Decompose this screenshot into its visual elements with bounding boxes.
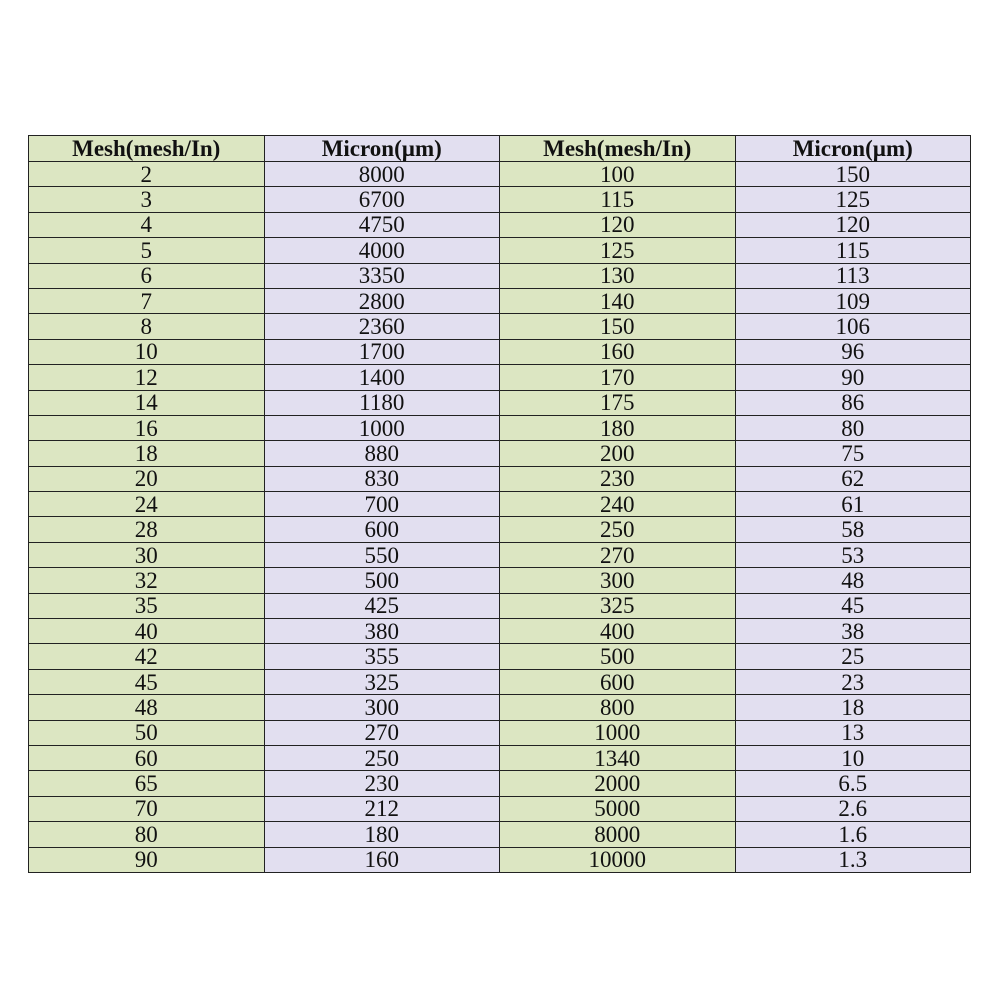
mesh-left-cell: 18 <box>29 441 265 466</box>
mesh-right-cell: 240 <box>500 492 736 517</box>
micron-right-cell: 48 <box>735 568 971 593</box>
table-row <box>29 695 971 720</box>
table-row <box>29 466 971 491</box>
mesh-right-cell: 325 <box>500 593 736 618</box>
micron-left-cell: 325 <box>264 669 500 694</box>
table-row <box>29 517 971 542</box>
mesh-right-cell: 270 <box>500 542 736 567</box>
table-row <box>29 263 971 288</box>
mesh-left-cell: 6 <box>29 263 265 288</box>
mesh-left-cell: 70 <box>29 796 265 821</box>
mesh-right-cell: 115 <box>500 187 736 212</box>
micron-right-cell: 25 <box>735 644 971 669</box>
mesh-right-cell: 8000 <box>500 822 736 847</box>
mesh-micron-conversion-table <box>28 135 971 873</box>
micron-left-cell: 500 <box>264 568 500 593</box>
table-row <box>29 187 971 212</box>
table-row <box>29 669 971 694</box>
mesh-left-cell: 7 <box>29 288 265 313</box>
mesh-left-cell: 8 <box>29 314 265 339</box>
table-row <box>29 771 971 796</box>
micron-right-cell: 2.6 <box>735 796 971 821</box>
table-row <box>29 492 971 517</box>
table-row <box>29 238 971 263</box>
mesh-left-cell: 16 <box>29 415 265 440</box>
micron-right-cell: 125 <box>735 187 971 212</box>
micron-right-cell: 53 <box>735 542 971 567</box>
table-row <box>29 339 971 364</box>
mesh-right-cell: 300 <box>500 568 736 593</box>
micron-left-cell: 212 <box>264 796 500 821</box>
micron-right-cell: 90 <box>735 365 971 390</box>
header-mesh-right: Mesh(mesh/In) <box>500 136 736 162</box>
micron-left-cell: 830 <box>264 466 500 491</box>
micron-left-cell: 880 <box>264 441 500 466</box>
micron-right-cell: 61 <box>735 492 971 517</box>
micron-left-cell: 425 <box>264 593 500 618</box>
mesh-right-cell: 130 <box>500 263 736 288</box>
mesh-right-cell: 120 <box>500 212 736 237</box>
mesh-right-cell: 10000 <box>500 847 736 872</box>
mesh-right-cell: 200 <box>500 441 736 466</box>
mesh-right-cell: 2000 <box>500 771 736 796</box>
mesh-right-cell: 400 <box>500 619 736 644</box>
table-row <box>29 720 971 745</box>
mesh-right-cell: 5000 <box>500 796 736 821</box>
table-row <box>29 822 971 847</box>
table-row <box>29 847 971 872</box>
table-header-row <box>29 136 971 162</box>
mesh-right-cell: 125 <box>500 238 736 263</box>
mesh-right-cell: 250 <box>500 517 736 542</box>
micron-left-cell: 1000 <box>264 415 500 440</box>
table-row <box>29 288 971 313</box>
micron-right-cell: 109 <box>735 288 971 313</box>
micron-right-cell: 113 <box>735 263 971 288</box>
table-row <box>29 745 971 770</box>
micron-right-cell: 75 <box>735 441 971 466</box>
mesh-left-cell: 32 <box>29 568 265 593</box>
micron-left-cell: 1700 <box>264 339 500 364</box>
mesh-left-cell: 14 <box>29 390 265 415</box>
table-row <box>29 796 971 821</box>
header-micron-right: Micron(µm) <box>735 136 971 162</box>
mesh-right-cell: 150 <box>500 314 736 339</box>
mesh-right-cell: 500 <box>500 644 736 669</box>
table-row <box>29 593 971 618</box>
table-row <box>29 365 971 390</box>
micron-right-cell: 86 <box>735 390 971 415</box>
mesh-right-cell: 180 <box>500 415 736 440</box>
micron-left-cell: 2360 <box>264 314 500 339</box>
micron-right-cell: 23 <box>735 669 971 694</box>
mesh-left-cell: 30 <box>29 542 265 567</box>
micron-right-cell: 10 <box>735 745 971 770</box>
mesh-right-cell: 160 <box>500 339 736 364</box>
mesh-left-cell: 40 <box>29 619 265 644</box>
header-mesh-left: Mesh(mesh/In) <box>29 136 265 162</box>
mesh-right-cell: 1000 <box>500 720 736 745</box>
mesh-right-cell: 230 <box>500 466 736 491</box>
mesh-left-cell: 90 <box>29 847 265 872</box>
micron-left-cell: 550 <box>264 542 500 567</box>
micron-right-cell: 58 <box>735 517 971 542</box>
mesh-left-cell: 35 <box>29 593 265 618</box>
mesh-left-cell: 5 <box>29 238 265 263</box>
mesh-right-cell: 175 <box>500 390 736 415</box>
mesh-left-cell: 45 <box>29 669 265 694</box>
mesh-left-cell: 60 <box>29 745 265 770</box>
micron-right-cell: 115 <box>735 238 971 263</box>
micron-left-cell: 355 <box>264 644 500 669</box>
micron-left-cell: 4000 <box>264 238 500 263</box>
micron-left-cell: 300 <box>264 695 500 720</box>
mesh-left-cell: 12 <box>29 365 265 390</box>
mesh-left-cell: 65 <box>29 771 265 796</box>
table-row <box>29 441 971 466</box>
table-row <box>29 415 971 440</box>
mesh-left-cell: 80 <box>29 822 265 847</box>
micron-right-cell: 62 <box>735 466 971 491</box>
micron-left-cell: 2800 <box>264 288 500 313</box>
micron-left-cell: 700 <box>264 492 500 517</box>
mesh-left-cell: 50 <box>29 720 265 745</box>
mesh-right-cell: 800 <box>500 695 736 720</box>
micron-left-cell: 270 <box>264 720 500 745</box>
table-row <box>29 390 971 415</box>
table-row <box>29 542 971 567</box>
micron-left-cell: 180 <box>264 822 500 847</box>
table-row <box>29 568 971 593</box>
micron-right-cell: 45 <box>735 593 971 618</box>
mesh-left-cell: 48 <box>29 695 265 720</box>
mesh-left-cell: 10 <box>29 339 265 364</box>
micron-right-cell: 96 <box>735 339 971 364</box>
micron-right-cell: 1.6 <box>735 822 971 847</box>
mesh-left-cell: 24 <box>29 492 265 517</box>
mesh-left-cell: 28 <box>29 517 265 542</box>
table-row <box>29 212 971 237</box>
micron-left-cell: 600 <box>264 517 500 542</box>
micron-left-cell: 1400 <box>264 365 500 390</box>
micron-right-cell: 38 <box>735 619 971 644</box>
mesh-left-cell: 42 <box>29 644 265 669</box>
micron-right-cell: 106 <box>735 314 971 339</box>
mesh-left-cell: 4 <box>29 212 265 237</box>
micron-left-cell: 380 <box>264 619 500 644</box>
micron-left-cell: 6700 <box>264 187 500 212</box>
micron-left-cell: 4750 <box>264 212 500 237</box>
mesh-right-cell: 100 <box>500 162 736 187</box>
micron-left-cell: 230 <box>264 771 500 796</box>
micron-right-cell: 80 <box>735 415 971 440</box>
mesh-left-cell: 20 <box>29 466 265 491</box>
micron-right-cell: 1.3 <box>735 847 971 872</box>
micron-right-cell: 13 <box>735 720 971 745</box>
mesh-right-cell: 170 <box>500 365 736 390</box>
header-micron-left: Micron(µm) <box>264 136 500 162</box>
mesh-left-cell: 2 <box>29 162 265 187</box>
mesh-right-cell: 600 <box>500 669 736 694</box>
table-row <box>29 619 971 644</box>
micron-left-cell: 250 <box>264 745 500 770</box>
micron-right-cell: 150 <box>735 162 971 187</box>
mesh-right-cell: 1340 <box>500 745 736 770</box>
table-row <box>29 644 971 669</box>
mesh-left-cell: 3 <box>29 187 265 212</box>
table-row <box>29 314 971 339</box>
micron-left-cell: 1180 <box>264 390 500 415</box>
mesh-right-cell: 140 <box>500 288 736 313</box>
micron-left-cell: 160 <box>264 847 500 872</box>
micron-left-cell: 8000 <box>264 162 500 187</box>
table-body <box>29 162 971 873</box>
micron-right-cell: 6.5 <box>735 771 971 796</box>
table-row <box>29 162 971 187</box>
micron-right-cell: 120 <box>735 212 971 237</box>
micron-left-cell: 3350 <box>264 263 500 288</box>
micron-right-cell: 18 <box>735 695 971 720</box>
